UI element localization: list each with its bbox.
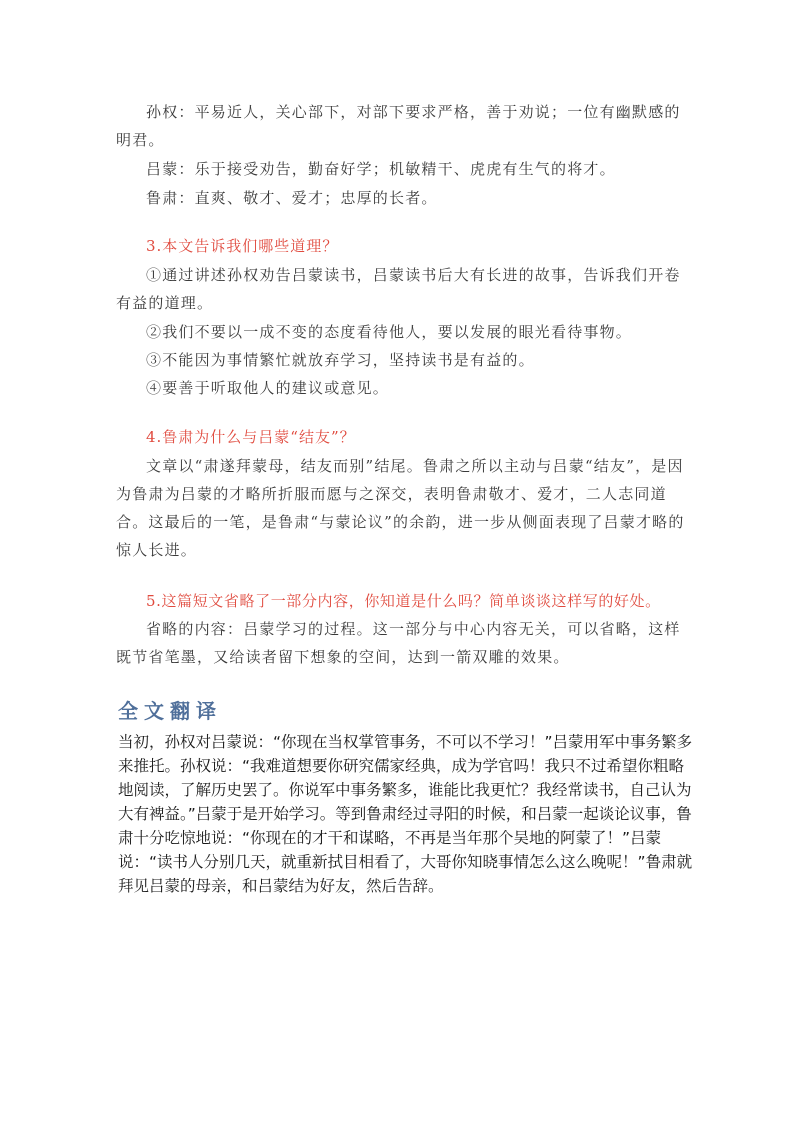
character-lvmeng: 吕蒙：乐于接受劝告，勤奋好学；机敏精干、虎虎有生气的将才。 — [146, 160, 616, 178]
q3-point-4: ④要善于听取他人的建议或意见。 — [146, 379, 390, 397]
question-3-heading: 3.本文告诉我们哪些道理？ — [146, 237, 339, 255]
translation-title: 全文翻译 — [118, 699, 222, 723]
question-5-heading: 5.这篇短文省略了一部分内容，你知道是什么吗？简单谈谈这样写的好处。 — [146, 592, 661, 610]
character-sunquan: 孙权：平易近人，关心部下，对部下要求严格，善于劝说；一位有幽默感的明君。 — [116, 103, 681, 149]
question-4-heading: 4.鲁肃为什么与吕蒙“结友”？ — [146, 428, 356, 446]
q3-point-3: ③不能因为事情繁忙就放弃学习，坚持读书是有益的。 — [146, 351, 535, 369]
translation-text: 当初，孙权对吕蒙说：“你现在当权掌管事务，不可以不学习！”吕蒙用军中事务繁多来推托。孙权说：“我难道想要你研究儒家经典，成为学官吗！我只不过希望你粗略地阅读，了解历史罢了。你说军中事务繁多，谁能比我更忙？我经常读书，自己认为大有裨益。”吕蒙于是开始学习。等到鲁肃经过寻阳的时候，和吕蒙一起谈论议事，鲁肃十分吃惊地说：“你现在的才干和谋略，不再是当年那个吴地的阿蒙了！”吕蒙说：“读书人分别几天，就重新拭目相看了，大哥你知晓事情怎么这么晚呢！”鲁肃就拜见吕蒙的母亲，和吕蒙结为好友，然后告辞。 — [118, 733, 693, 895]
q4-answer: 文章以“肃遂拜蒙母，结友而别”结尾。鲁肃之所以主动与吕蒙“结友”，是因为鲁肃为吕蒙的才略所折服而愿与之深交，表明鲁肃敬才、爱才，二人志同道合。这最后的一笔，是鲁肃“与蒙论议”的余韵，进一步从侧面表现了吕蒙才略的惊人长进。 — [116, 457, 685, 559]
q5-answer: 省略的内容：吕蒙学习的过程。这一部分与中心内容无关，可以省略，这样既节省笔墨，又给读者留下想象的空间，达到一箭双雕的效果。 — [116, 620, 681, 666]
character-lusu: 鲁肃：直爽、敬才、爱才；忠厚的长者。 — [146, 189, 438, 207]
q3-point-2: ②我们不要以一成不变的态度看待他人，要以发展的眼光看待事物。 — [146, 323, 633, 341]
q3-point-1: ①通过讲述孙权劝告吕蒙读书，吕蒙读书后大有长进的故事，告诉我们开卷有益的道理。 — [116, 266, 681, 312]
